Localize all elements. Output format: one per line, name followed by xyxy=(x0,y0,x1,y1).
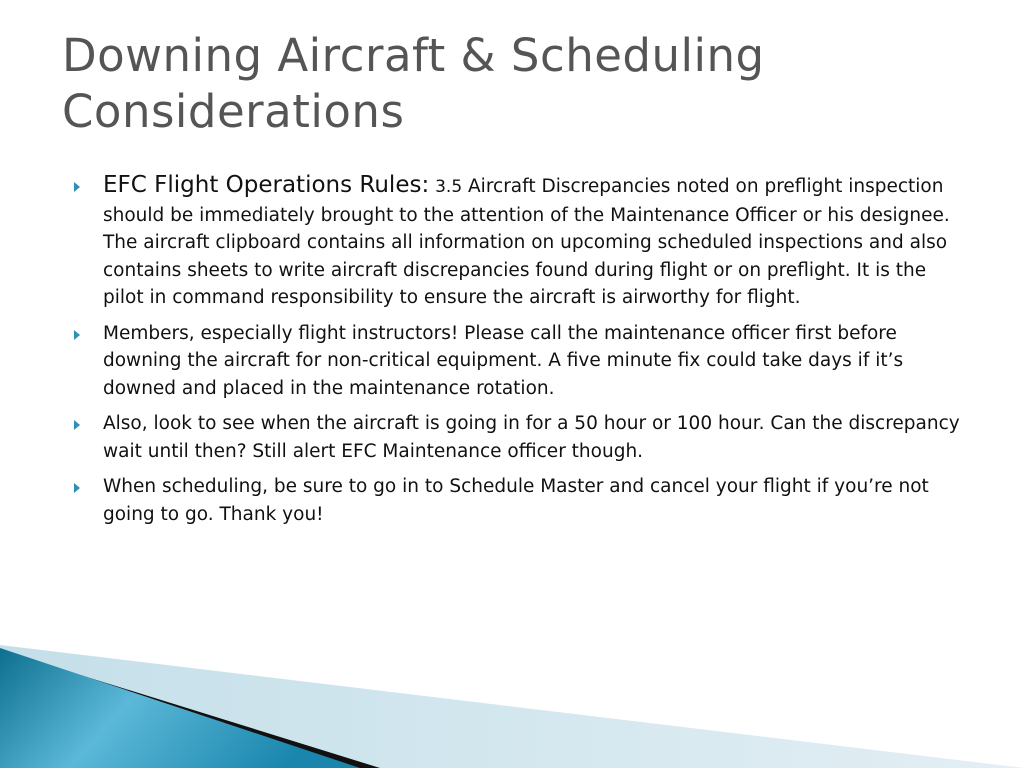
decorative-wave-graphic xyxy=(0,600,1024,768)
slide-title: Downing Aircraft & Scheduling Considerations xyxy=(62,29,765,138)
bullet-item xyxy=(72,473,972,528)
bullet-item xyxy=(72,172,972,312)
bullet-lead-number: 3.5 xyxy=(435,177,463,197)
bullet-arrow-icon xyxy=(74,420,80,430)
bullet-text: Also, look to see when the aircraft is going in for a 50 hour or 100 hour. Can the discrepancy wait until then? Still alert EFC Maintenance officer though. xyxy=(103,413,960,462)
bullet-arrow-icon xyxy=(74,182,80,192)
bullet-text: Members, especially flight instructors! Please call the maintenance officer first before downing the aircraft for non-critical equipment. A five minute fix could take days if it’s downed and placed in the maintenance rotation. xyxy=(103,322,904,399)
bullet-text: Aircraft Discrepancies noted on preflight inspection should be immediately brought to the attention of the Maintenance Officer or his designee. The aircraft clipboard contains all information on upcoming scheduled inspections and also contains sheets to write aircraft discrepancies found during flight or on preflight. It is the pilot in command responsibility to ensure the aircraft is airworthy for flight. xyxy=(103,176,950,308)
bullet-item xyxy=(72,410,972,465)
bullet-item xyxy=(72,320,972,403)
bullet-text: When scheduling, be sure to go in to Schedule Master and cancel your flight if you’re not going to go. Thank you! xyxy=(103,476,929,525)
bullet-arrow-icon xyxy=(74,483,80,493)
bullet-lead-label: EFC Flight Operations Rules: xyxy=(103,172,430,198)
bullet-list xyxy=(72,172,972,536)
bullet-arrow-icon xyxy=(74,330,80,340)
